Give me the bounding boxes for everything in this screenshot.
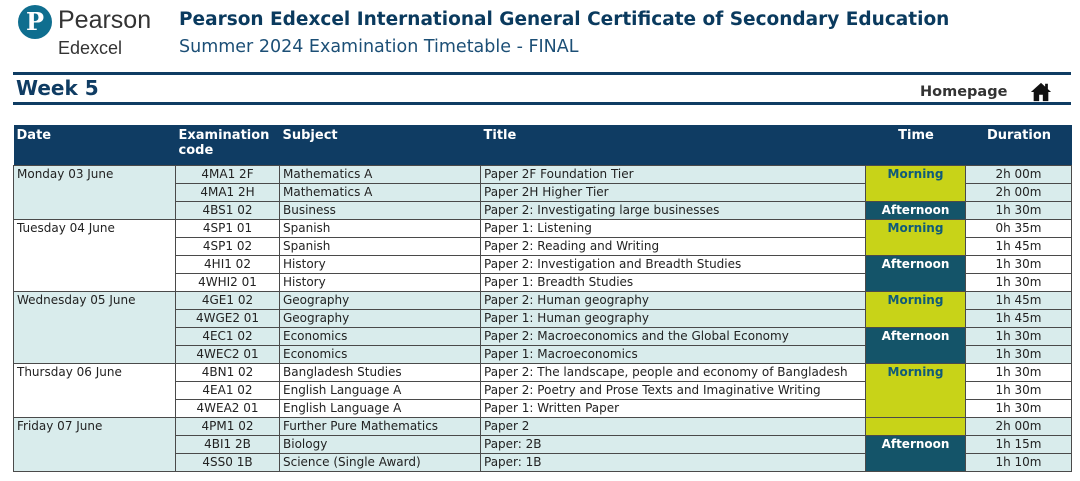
cell-subject: Bangladesh Studies	[280, 364, 481, 382]
cell-exam-code: 4HI1 02	[176, 256, 280, 274]
cell-title: Paper 2	[481, 418, 866, 436]
week-label: Week 5	[16, 76, 99, 100]
cell-exam-code: 4WGE2 01	[176, 310, 280, 328]
cell-duration: 1h 30m	[966, 400, 1072, 418]
cell-duration: 1h 45m	[966, 310, 1072, 328]
cell-exam-code: 4BI1 2B	[176, 436, 280, 454]
cell-subject: Spanish	[280, 238, 481, 256]
cell-subject: Science (Single Award)	[280, 454, 481, 472]
cell-subject: Geography	[280, 292, 481, 310]
cell-time: Afternoon	[866, 202, 966, 220]
cell-title: Paper 2: Reading and Writing	[481, 238, 866, 256]
cell-subject: Geography	[280, 310, 481, 328]
cell-title: Paper 2: Macroeconomics and the Global Economy	[481, 328, 866, 346]
cell-time: Morning	[866, 364, 966, 418]
cell-exam-code: 4BN1 02	[176, 364, 280, 382]
cell-subject: Further Pure Mathematics	[280, 418, 481, 436]
cell-time: Morning	[866, 220, 966, 256]
cell-exam-code: 4SP1 02	[176, 238, 280, 256]
page-title: Pearson Edexcel International General Certificate of Secondary Education	[179, 9, 950, 30]
col-header-time: Time	[866, 125, 966, 166]
col-header-title: Title	[481, 125, 866, 166]
table-row	[14, 292, 1072, 310]
cell-title: Paper 2H Higher Tier	[481, 184, 866, 202]
logo-sub-text: Edexcel	[58, 38, 123, 58]
timetable-body	[14, 166, 1072, 472]
cell-title: Paper 2: Poetry and Prose Texts and Imaginative Writing	[481, 382, 866, 400]
cell-title: Paper 1: Written Paper	[481, 400, 866, 418]
cell-subject: English Language A	[280, 400, 481, 418]
table-row	[14, 418, 1072, 436]
timetable	[13, 125, 1072, 472]
cell-time: Morning	[866, 166, 966, 202]
cell-date: Monday 03 June	[14, 166, 176, 220]
cell-subject: Spanish	[280, 220, 481, 238]
col-header-duration: Duration	[966, 125, 1072, 166]
cell-date: Tuesday 04 June	[14, 220, 176, 292]
cell-date: Thursday 06 June	[14, 364, 176, 418]
cell-title: Paper 1: Macroeconomics	[481, 346, 866, 364]
cell-exam-code: 4BS1 02	[176, 202, 280, 220]
col-header-subject: Subject	[280, 125, 481, 166]
cell-subject: Mathematics A	[280, 184, 481, 202]
timetable-header-row	[14, 125, 1072, 166]
header-rule-bottom	[13, 102, 1071, 105]
cell-duration: 1h 30m	[966, 202, 1072, 220]
cell-duration: 1h 30m	[966, 346, 1072, 364]
cell-duration: 1h 30m	[966, 274, 1072, 292]
cell-title: Paper 2: Investigation and Breadth Studies	[481, 256, 866, 274]
home-icon[interactable]	[1030, 81, 1052, 103]
cell-subject: English Language A	[280, 382, 481, 400]
cell-subject: Economics	[280, 346, 481, 364]
cell-duration: 1h 45m	[966, 292, 1072, 310]
cell-time	[866, 418, 966, 436]
cell-duration: 1h 30m	[966, 382, 1072, 400]
logo-brand-text: Pearson	[58, 6, 152, 34]
col-header-code: Examination code	[176, 125, 280, 166]
header-rule-top	[13, 72, 1071, 75]
cell-exam-code: 4MA1 2H	[176, 184, 280, 202]
table-row	[14, 220, 1072, 238]
pearson-logo	[18, 4, 163, 60]
cell-exam-code: 4PM1 02	[176, 418, 280, 436]
cell-title: Paper 2F Foundation Tier	[481, 166, 866, 184]
cell-title: Paper 2: The landscape, people and economy of Bangladesh	[481, 364, 866, 382]
cell-exam-code: 4EA1 02	[176, 382, 280, 400]
cell-exam-code: 4WEA2 01	[176, 400, 280, 418]
cell-title: Paper: 1B	[481, 454, 866, 472]
cell-title: Paper: 2B	[481, 436, 866, 454]
cell-exam-code: 4MA1 2F	[176, 166, 280, 184]
cell-date: Friday 07 June	[14, 418, 176, 472]
cell-duration: 0h 35m	[966, 220, 1072, 238]
cell-time: Afternoon	[866, 328, 966, 364]
cell-duration: 1h 30m	[966, 256, 1072, 274]
page-subtitle: Summer 2024 Examination Timetable - FINAL	[179, 37, 579, 57]
cell-title: Paper 1: Breadth Studies	[481, 274, 866, 292]
cell-subject: Business	[280, 202, 481, 220]
cell-title: Paper 1: Listening	[481, 220, 866, 238]
cell-subject: History	[280, 274, 481, 292]
cell-exam-code: 4SS0 1B	[176, 454, 280, 472]
cell-exam-code: 4WHI2 01	[176, 274, 280, 292]
cell-title: Paper 2: Investigating large businesses	[481, 202, 866, 220]
cell-date: Wednesday 05 June	[14, 292, 176, 364]
cell-duration: 1h 10m	[966, 454, 1072, 472]
cell-exam-code: 4SP1 01	[176, 220, 280, 238]
cell-time: Afternoon	[866, 436, 966, 472]
table-row	[14, 364, 1072, 382]
cell-duration: 2h 00m	[966, 166, 1072, 184]
cell-subject: Biology	[280, 436, 481, 454]
cell-subject: History	[280, 256, 481, 274]
cell-duration: 1h 30m	[966, 364, 1072, 382]
cell-duration: 1h 15m	[966, 436, 1072, 454]
cell-exam-code: 4GE1 02	[176, 292, 280, 310]
cell-duration: 2h 00m	[966, 184, 1072, 202]
cell-duration: 1h 45m	[966, 238, 1072, 256]
cell-time: Afternoon	[866, 256, 966, 292]
cell-duration: 2h 00m	[966, 418, 1072, 436]
cell-time: Morning	[866, 292, 966, 328]
cell-title: Paper 2: Human geography	[481, 292, 866, 310]
cell-title: Paper 1: Human geography	[481, 310, 866, 328]
homepage-link[interactable]: Homepage	[920, 84, 1008, 100]
cell-exam-code: 4EC1 02	[176, 328, 280, 346]
table-row	[14, 166, 1072, 184]
pearson-logo-icon: P	[18, 5, 52, 39]
cell-subject: Economics	[280, 328, 481, 346]
cell-subject: Mathematics A	[280, 166, 481, 184]
col-header-date: Date	[14, 125, 176, 166]
cell-duration: 1h 30m	[966, 328, 1072, 346]
cell-exam-code: 4WEC2 01	[176, 346, 280, 364]
